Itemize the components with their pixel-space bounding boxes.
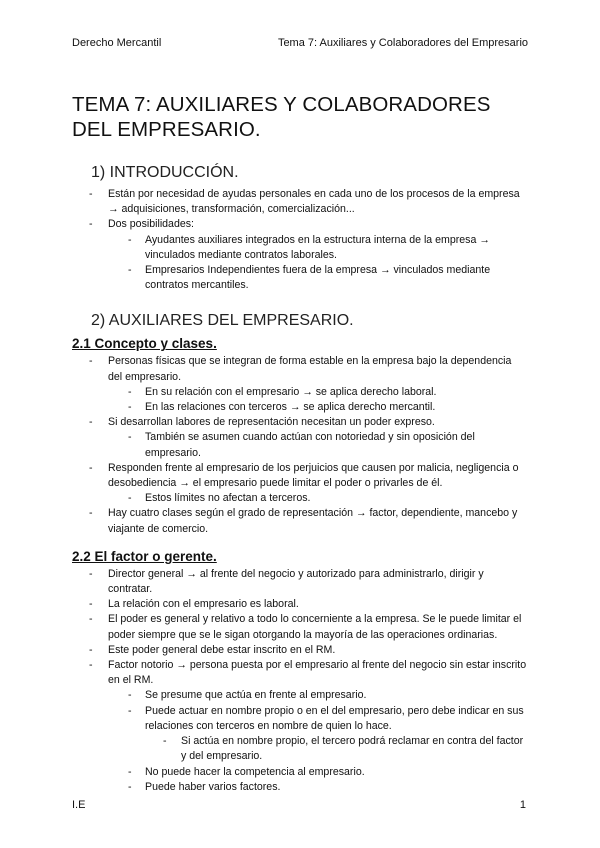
concepto-sublist bbox=[72, 430, 528, 460]
section-heading-auxiliares: 2) AUXILIARES DEL EMPRESARIO. bbox=[91, 312, 354, 330]
list-item: - Si desarrollan labores de representación necesitan un poder expreso. bbox=[72, 415, 528, 430]
list-item: - Se presume que actúa en frente al empresario. bbox=[72, 688, 528, 703]
concepto-list bbox=[72, 461, 528, 491]
intro-sublist bbox=[72, 233, 528, 294]
running-header-left: Derecho Mercantil bbox=[72, 37, 162, 49]
intro-list bbox=[72, 187, 528, 233]
list-item: - Responden frente al empresario de los perjuicios que causen por malicia, negligencia o desobediencia → el empresario puede limitar el poder o privarles de él. bbox=[72, 461, 528, 491]
concepto-list bbox=[72, 415, 528, 430]
document-body bbox=[72, 92, 528, 795]
list-item: - Director general → al frente del negocio y autorizado para administrarlo, dirigir y contratar. bbox=[72, 567, 528, 597]
list-item: - Están por necesidad de ayudas personales en cada uno de los procesos de la empresa → adquisiciones, transformación, comercialización... bbox=[72, 187, 528, 217]
list-item: - Factor notorio → persona puesta por el empresario al frente del negocio sin estar inscrito en el RM. bbox=[72, 658, 528, 688]
page-number: 1 bbox=[519, 799, 526, 811]
subsection-heading-concepto: 2.1 Concepto y clases. bbox=[72, 336, 217, 352]
section-heading-introduccion: 1) INTRODUCCIÓN. bbox=[91, 164, 239, 181]
list-item: - Dos posibilidades: bbox=[72, 217, 528, 232]
list-item: - Puede actuar en nombre propio o en el del empresario, pero debe indicar en sus relaciones con terceros en nombre de quien lo hace. bbox=[72, 704, 528, 734]
list-item: - Este poder general debe estar inscrito en el RM. bbox=[72, 643, 528, 658]
list-item: - El poder es general y relativo a todo lo concerniente a la empresa. Se le puede limitar el poder siempre que se le sigan otorgando la mayoría de las operaciones ordinarias. bbox=[72, 612, 528, 642]
list-item: - Ayudantes auxiliares integrados en la estructura interna de la empresa → vinculados mediante contratos laborales. bbox=[72, 233, 528, 263]
concepto-sublist bbox=[72, 385, 528, 415]
title-line-2: DEL EMPRESARIO. bbox=[72, 118, 261, 141]
subsection-heading-factor: 2.2 El factor o gerente. bbox=[72, 548, 217, 564]
document-title bbox=[72, 92, 528, 142]
list-item: - La relación con el empresario es laboral. bbox=[72, 597, 528, 612]
factor-subsublist bbox=[72, 734, 528, 764]
list-item: - Empresarios Independientes fuera de la empresa → vinculados mediante contratos mercantiles. bbox=[72, 263, 528, 293]
list-item: - En las relaciones con terceros → se aplica derecho mercantil. bbox=[72, 400, 528, 415]
list-item: - También se asumen cuando actúan con notoriedad y sin oposición del empresario. bbox=[72, 430, 528, 460]
list-item: - No puede hacer la competencia al empresario. bbox=[72, 765, 528, 780]
list-item: - Hay cuatro clases según el grado de representación → factor, dependiente, mancebo y viajante de comercio. bbox=[72, 506, 528, 536]
factor-sublist bbox=[72, 765, 528, 795]
factor-list bbox=[72, 567, 528, 689]
list-item: - En su relación con el empresario → se aplica derecho laboral. bbox=[72, 385, 528, 400]
running-header-right: Tema 7: Auxiliares y Colaboradores del Empresario bbox=[277, 37, 528, 49]
concepto-list bbox=[72, 354, 528, 384]
list-item: - Estos límites no afectan a terceros. bbox=[72, 491, 528, 506]
list-item: - Puede haber varios factores. bbox=[72, 780, 528, 795]
title-line-1: TEMA 7: AUXILIARES Y COLABORADORES bbox=[72, 93, 491, 116]
concepto-list bbox=[72, 506, 528, 536]
footer-author: I.E bbox=[72, 799, 86, 811]
concepto-sublist bbox=[72, 491, 528, 506]
factor-sublist bbox=[72, 688, 528, 734]
list-item: - Si actúa en nombre propio, el tercero podrá reclamar en contra del factor y del empresario. bbox=[72, 734, 528, 764]
list-item: - Personas físicas que se integran de forma estable en la empresa bajo la dependencia del empresario. bbox=[72, 354, 528, 384]
